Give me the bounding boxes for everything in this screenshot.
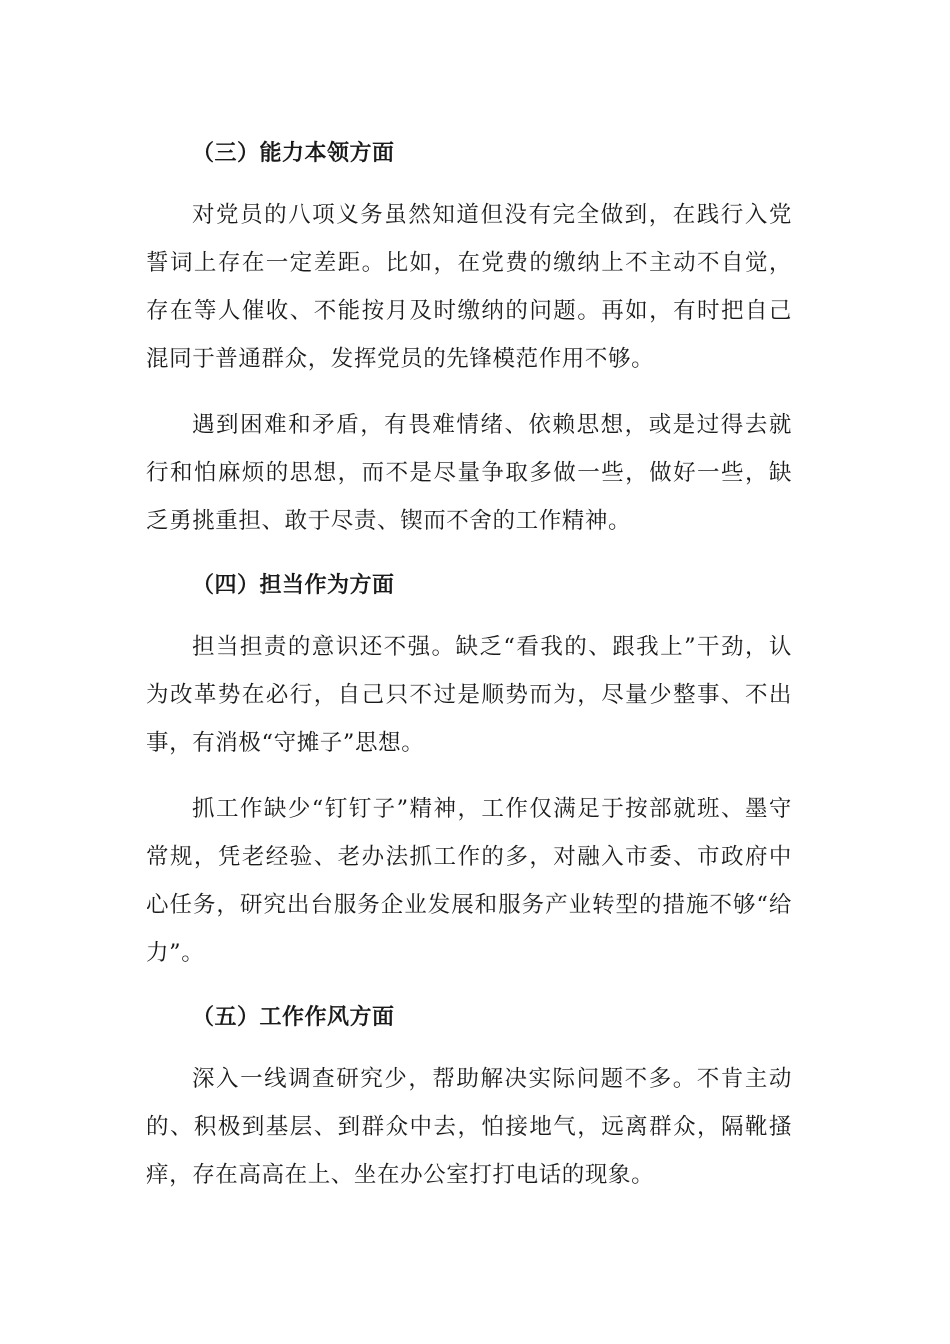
section-heading-4: （四）担当作为方面 <box>192 573 395 598</box>
paragraph: 抓工作缺少“钉钉子”精神，工作仅满足于按部就班、墨守常规，凭老经验、老办法抓工作的多，对融入市委、市政府中心任务，研究出台服务企业发展和服务产业转型的措施不够“给力”。 <box>146 796 792 966</box>
section-heading-5: （五）工作作风方面 <box>192 1005 395 1030</box>
paragraph: 担当担责的意识还不强。缺乏“看我的、跟我上”干劲，认为改革势在必行，自己只不过是顺势而为，尽量少整事、不出事，有消极“守摊子”思想。 <box>146 634 792 756</box>
paragraph: 深入一线调查研究少，帮助解决实际问题不多。不肯主动的、积极到基层、到群众中去，怕接地气，远离群众，隔靴搔痒，存在高高在上、坐在办公室打打电话的现象。 <box>146 1066 792 1188</box>
paragraph: 遇到困难和矛盾，有畏难情绪、依赖思想，或是过得去就行和怕麻烦的思想，而不是尽量争取多做一些，做好一些，缺乏勇挑重担、敢于尽责、锲而不舍的工作精神。 <box>146 412 792 534</box>
paragraph: 对党员的八项义务虽然知道但没有完全做到，在践行入党誓词上存在一定差距。比如，在党费的缴纳上不主动不自觉，存在等人催收、不能按月及时缴纳的问题。再如，有时把自己混同于普通群众，发挥党员的先锋模范作用不够。 <box>146 202 792 372</box>
document-body <box>146 131 792 1199</box>
section-heading-3: （三）能力本领方面 <box>192 141 395 166</box>
